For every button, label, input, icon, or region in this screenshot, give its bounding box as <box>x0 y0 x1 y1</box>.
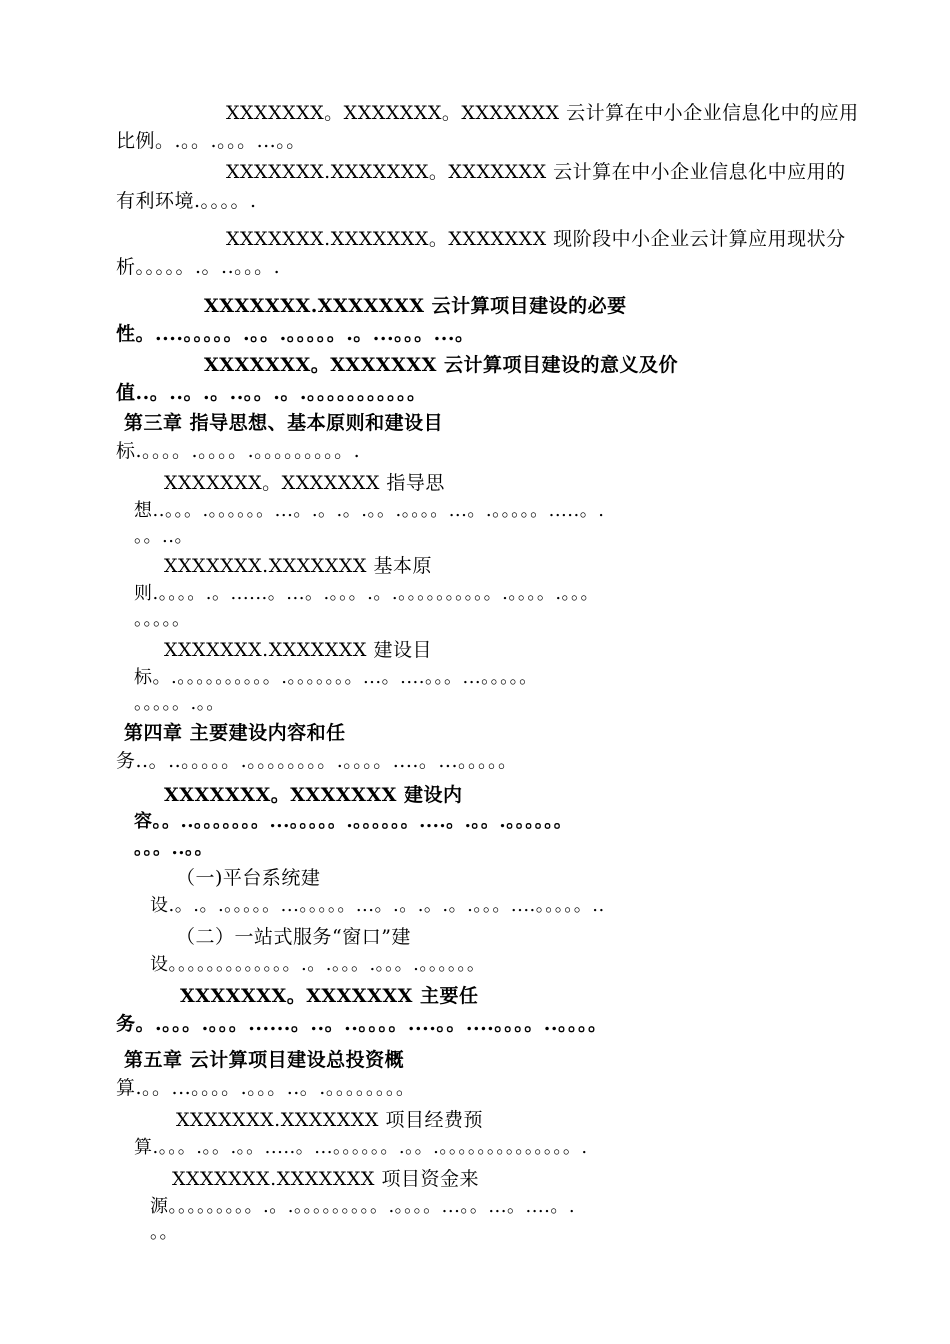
toc-entry-leader: 析。。。。。.。..。。。. <box>116 256 281 278</box>
chapter-title: 第五章 云计算项目建设总投资概 <box>124 1049 405 1071</box>
toc-entry-line: XXXXXXX.XXXXXXX 云计算项目建设的必要 <box>204 295 627 317</box>
toc-entry-leader: 源。。。。。。。。。.。.。。。。。。。。。.。。。。...。。...。....。. <box>150 1196 576 1217</box>
toc-entry-leader: 值..。..。.。..。。.。.。。。。。。。。。。。 <box>116 382 427 404</box>
toc-entry-leader: 想..。。。.。。。。。。...。.。.。.。。.。。。。...。.。。。。。.....。. <box>134 500 605 521</box>
toc-entry-line: （二）一站式服务“窗口”建 <box>176 926 411 948</box>
toc-entry-leader: 容。。..。。。。。。。...。。。。。.。。。。。。....。.。。.。。。。。。 <box>134 811 573 832</box>
chapter-title: 第三章 指导思想、基本原则和建设目 <box>124 412 444 434</box>
toc-entry-leader: 性。....。。。。。.。。.。。。。。.。...。。。...。 <box>116 323 475 345</box>
toc-entry-line: XXXXXXX.XXXXXXX 基本原 <box>164 555 432 577</box>
toc-entry-leader: 。。。..。。 <box>134 838 214 859</box>
toc-entry-leader: 有利环境.。。。。. <box>116 190 257 212</box>
toc-entry-leader: 算.。。...。。。。.。。。..。.。。。。。。。。 <box>116 1077 416 1099</box>
toc-entry-line: XXXXXXX。XXXXXXX 建设内 <box>164 784 463 806</box>
toc-entry-line: （一)平台系统建 <box>176 867 321 889</box>
toc-entry-leader: 设.。.。.。。。。。...。。。。。...。.。.。.。.。。。....。。。。。.. <box>150 895 605 916</box>
toc-entry-leader: 比例。.。。.。。。...。。 <box>116 130 306 152</box>
toc-entry-line: XXXXXXX。XXXXXXX 指导思 <box>164 472 445 494</box>
toc-entry-leader: 。。 <box>150 1222 178 1243</box>
toc-entry-leader: 标。.。。。。。。。。。。.。。。。。。。...。....。。。...。。。。。 <box>134 667 538 688</box>
toc-entry-line: XXXXXXX.XXXXXXX 项目资金来 <box>172 1168 479 1190</box>
toc-entry-leader: 务。.。。。.。。。......。..。..。。。。....。。....。。。。..。。。。 <box>116 1013 608 1035</box>
toc-entry-line: XXXXXXX.XXXXXXX 建设目 <box>164 639 432 661</box>
toc-entry-leader: 。。。。。.。。 <box>134 693 225 714</box>
toc-entry-leader: 则.。。。。.。......。...。.。。。.。.。。。。。。。。。。.。。。。.。。。 <box>134 583 600 604</box>
toc-entry-leader: 。。。。。 <box>134 609 191 630</box>
toc-entry-line: XXXXXXX.XXXXXXX。XXXXXXX 现阶段中小企业云计算应用现状分 <box>226 228 846 250</box>
toc-entry-leader: 标.。。。。.。。。。.。。。。。。。。。. <box>116 440 361 462</box>
toc-entry-leader: 算.。。。.。。.。。.....。...。。。。。。.。。.。。。。。。。。。。。。。。. <box>134 1137 588 1158</box>
toc-entry-line: XXXXXXX.XXXXXXX 项目经费预 <box>176 1109 483 1131</box>
toc-entry-leader: 。。..。 <box>134 526 193 547</box>
toc-entry-line: XXXXXXX。XXXXXXX。XXXXXXX 云计算在中小企业信息化中的应用 <box>226 102 859 124</box>
toc-entry-leader: 务..。..。。。。。.。。。。。。。。.。。。。....。...。。。。。 <box>116 750 518 772</box>
toc-entry-line: XXXXXXX。XXXXXXX 主要任 <box>180 985 479 1007</box>
toc-entry-line: XXXXXXX.XXXXXXX。XXXXXXX 云计算在中小企业信息化中应用的 <box>226 161 846 183</box>
chapter-title: 第四章 主要建设内容和任 <box>124 722 346 744</box>
toc-entry-line: XXXXXXX。XXXXXXX 云计算项目建设的意义及价 <box>204 354 678 376</box>
toc-entry-leader: 设。。。。。。。。。。。。。.。.。。。.。。。.。。。。。。 <box>150 954 486 975</box>
